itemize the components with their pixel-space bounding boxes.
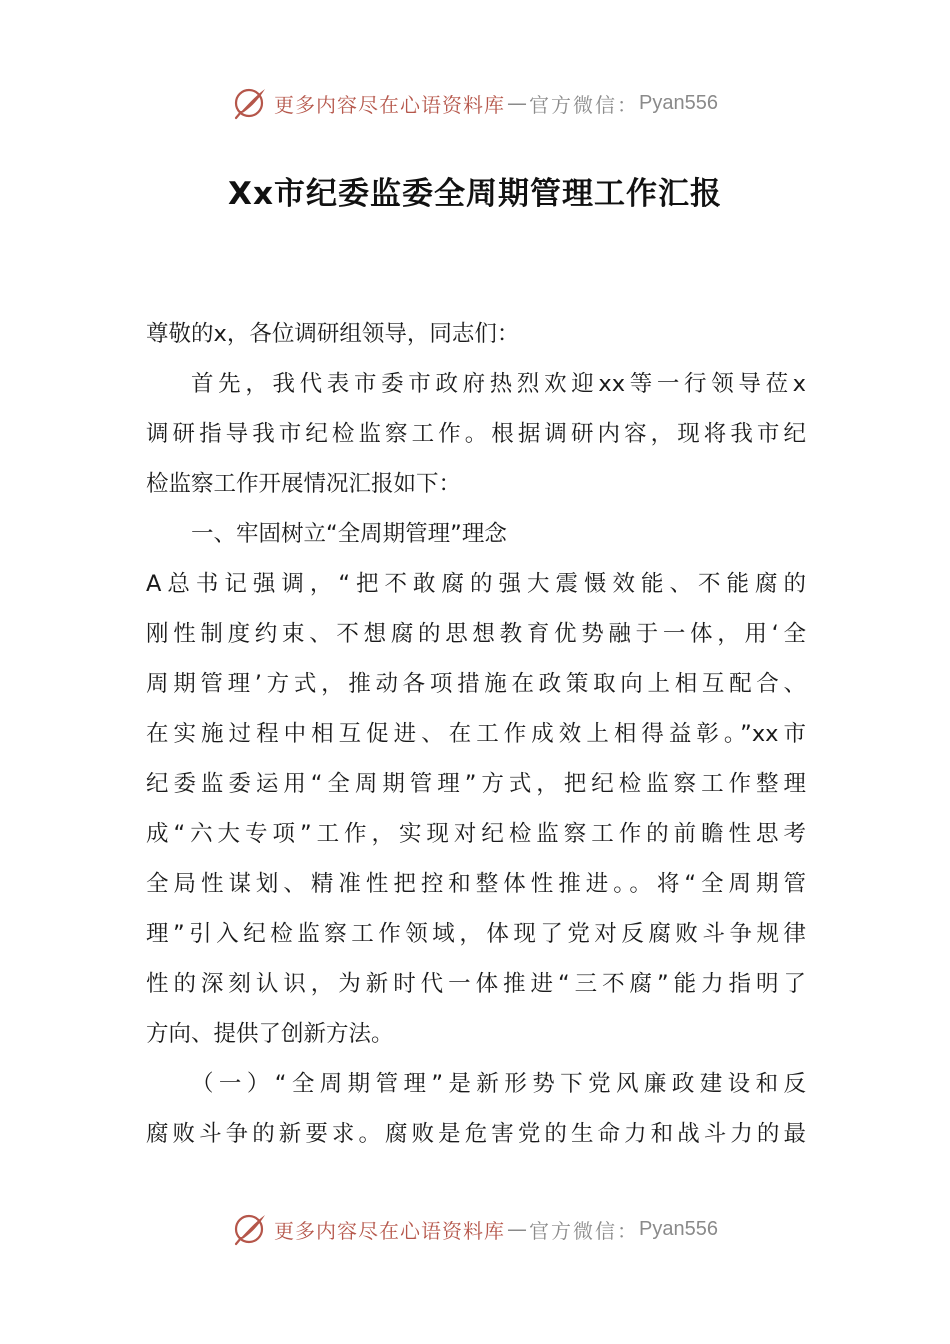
document-body: [146, 309, 806, 1159]
paragraph-line: 腐败斗争的新要求。腐败是危害党的生命力和战斗力的最: [146, 1121, 806, 1147]
paragraph-line: 在实施过程中相互促进、在工作成效上相得益彰。”xx市: [146, 721, 806, 747]
header-banner: [0, 78, 950, 128]
paragraph-line: 理”引入纪检监察工作领域，体现了党对反腐败斗争规律: [146, 921, 806, 947]
paragraph-line: 全局性谋划、精准性把控和整体性推进。。将“全周期管: [146, 871, 806, 897]
paragraph-line: 成“六大专项”工作，实现对纪检监察工作的前瞻性思考: [146, 821, 806, 847]
banner-official-label: 官方微信：: [529, 1218, 640, 1243]
section-heading: 一、牢固树立“全周期管理”理念: [191, 521, 507, 547]
paragraph-line: 刚性制度约束、不想腐的思想教育优势融于一体，用‘全: [146, 621, 806, 647]
paragraph-line: 性的深刻认识，为新时代一体推进“三不腐”能力指明了: [146, 971, 806, 997]
quill-pen-logo-icon: [232, 85, 268, 121]
paragraph-line: 调研指导我市纪检监察工作。根据调研内容，现将我市纪: [146, 421, 806, 447]
quill-pen-logo-icon: [232, 1211, 268, 1247]
subsection-heading: （一）“全周期管理”是新形势下党风廉政建设和反: [191, 1071, 806, 1097]
banner-wechat-id: Pyan556: [639, 91, 718, 114]
paragraph-line: 纪委监委运用“全周期管理”方式，把纪检监察工作整理: [146, 771, 806, 797]
paragraph-line: 检监察工作开展情况汇报如下：: [146, 471, 462, 497]
banner-official-label: 官方微信：: [529, 92, 640, 117]
banner-separator: —: [507, 91, 528, 115]
banner-wechat-id: Pyan556: [639, 1217, 718, 1240]
banner-separator: —: [507, 1217, 528, 1241]
banner-text: 更多内容尽在心语资料库: [274, 1218, 506, 1243]
footer-banner: [0, 1204, 950, 1254]
paragraph-line: 周期管理’方式，推动各项措施在政策取向上相互配合、: [146, 671, 806, 697]
salutation: 尊敬的x，各位调研组领导，同志们：: [146, 321, 520, 347]
paragraph-line: 首先，我代表市委市政府热烈欢迎xx等一行领导莅x: [191, 371, 806, 397]
banner-text: 更多内容尽在心语资料库: [274, 92, 506, 117]
paragraph-line: A总书记强调，“把不敢腐的强大震慑效能、不能腐的: [146, 571, 806, 597]
document-title: Xx市纪委监委全周期管理工作汇报: [228, 176, 722, 212]
paragraph-line: 方向、提供了创新方法。: [146, 1021, 394, 1047]
